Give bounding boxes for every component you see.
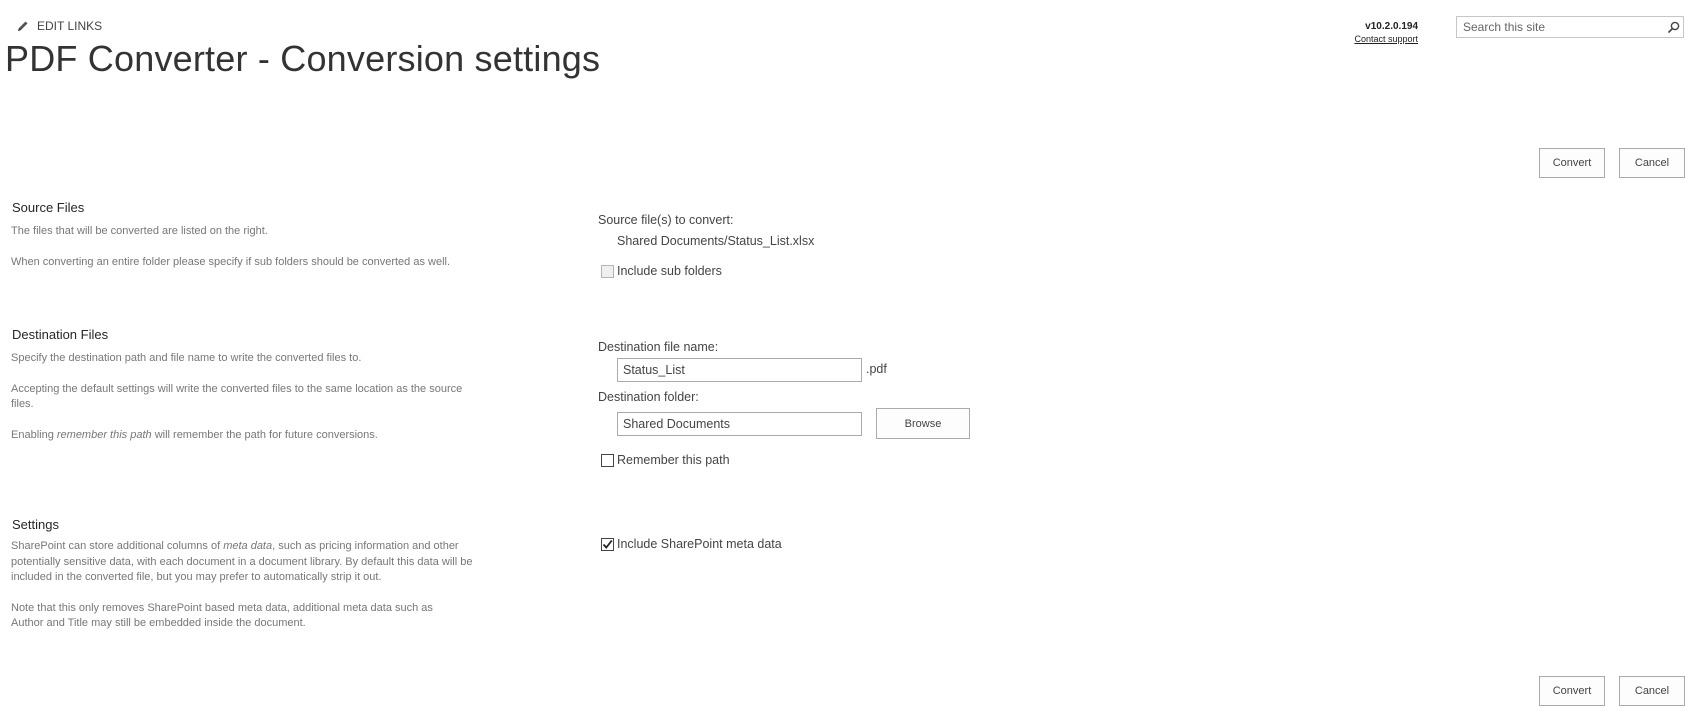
destination-folder-input[interactable] — [617, 412, 862, 436]
source-desc-1: The files that will be converted are listed on the right. — [11, 225, 268, 237]
remember-path-row — [601, 453, 730, 467]
cancel-button-bottom[interactable]: Cancel — [1619, 676, 1685, 706]
destination-desc-1: Specify the destination path and file name to write the converted files to. — [11, 352, 362, 364]
destination-files-heading: Destination Files — [12, 327, 109, 342]
search-input[interactable] — [1457, 17, 1663, 37]
include-meta-row — [601, 537, 782, 551]
destination-file-name-label: Destination file name: — [598, 340, 719, 354]
source-file-path: Shared Documents/Status_List.xlsx — [617, 234, 815, 248]
cancel-button-top[interactable]: Cancel — [1619, 148, 1685, 178]
destination-files-description — [11, 351, 481, 458]
settings-desc-2: Note that this only removes SharePoint based meta data, additional meta data such as Author and Title may still be embedded inside the document. — [11, 601, 433, 629]
edit-links-button[interactable] — [16, 19, 102, 33]
include-meta-label: Include SharePoint meta data — [617, 537, 782, 551]
pencil-icon — [16, 19, 30, 33]
convert-button-top[interactable]: Convert — [1539, 148, 1605, 178]
include-sub-folders-label: Include sub folders — [617, 264, 722, 278]
source-files-label: Source file(s) to convert: — [598, 213, 734, 227]
source-files-heading: Source Files — [12, 200, 85, 215]
browse-button[interactable]: Browse — [876, 408, 970, 439]
include-sub-folders-checkbox[interactable] — [601, 265, 614, 278]
destination-folder-label: Destination folder: — [598, 390, 699, 404]
page-title: PDF Converter - Conversion settings — [5, 38, 601, 79]
destination-desc-3: Enabling remember this path will remember the path for future conversions. — [11, 428, 378, 441]
settings-description — [11, 539, 485, 647]
search-box — [1456, 16, 1684, 38]
settings-desc-1: SharePoint can store additional columns of meta data, such as pricing information and other potentially sensitive data, with each document in a document library. By default this data will be included in the converted file, but you may prefer to automatically strip it out. — [11, 540, 473, 583]
destination-desc-2: Accepting the default settings will write the converted files to the same location as the source files. — [11, 382, 463, 410]
contact-support-link[interactable]: Contact support — [1354, 34, 1418, 44]
file-extension-label: .pdf — [866, 362, 887, 376]
source-files-description — [11, 224, 481, 285]
checkmark-icon — [602, 539, 613, 550]
convert-button-bottom[interactable]: Convert — [1539, 676, 1605, 706]
destination-file-name-input[interactable] — [617, 358, 862, 382]
edit-links-label: EDIT LINKS — [37, 19, 103, 33]
remember-path-label: Remember this path — [617, 453, 730, 467]
remember-path-checkbox[interactable] — [601, 454, 614, 467]
search-icon[interactable] — [1663, 17, 1683, 37]
include-meta-checkbox[interactable] — [601, 538, 614, 551]
version-label: v10.2.0.194 — [1365, 21, 1418, 32]
include-sub-folders-row — [601, 264, 722, 278]
settings-heading: Settings — [12, 517, 59, 532]
source-desc-2: When converting an entire folder please specify if sub folders should be converted as well. — [11, 255, 451, 268]
